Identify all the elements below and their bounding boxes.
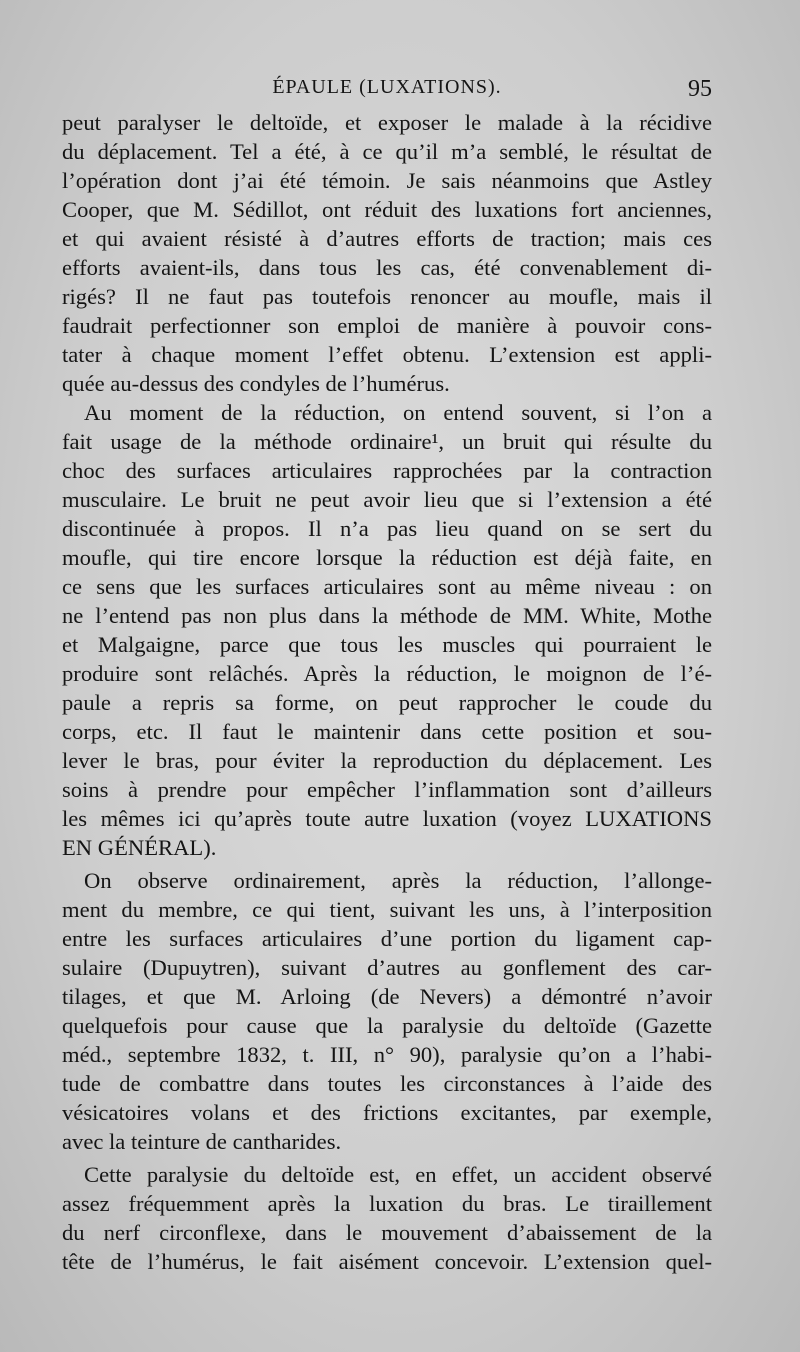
text-line: Cooper, que M. Sédillot, ont réduit des luxations fort anciennes, — [62, 197, 712, 222]
text-line: quelquefois pour cause que la paralysie du deltoïde (Gazette — [62, 1013, 712, 1038]
text-line: assez fréquemment après la luxation du bras. Le tiraillement — [62, 1191, 712, 1216]
text-line: avec la teinture de cantharides. — [62, 1129, 342, 1154]
text-line: musculaire. Le bruit ne peut avoir lieu que si l’extension a été — [62, 487, 712, 512]
text-line: lever le bras, pour éviter la reproduction du déplacement. Les — [62, 748, 712, 773]
text-line: efforts avaient-ils, dans tous les cas, été convenablement di- — [62, 255, 712, 280]
text-line: moufle, qui tire encore lorsque la réduction est déjà faite, en — [62, 545, 712, 570]
text-line: ment du membre, ce qui tient, suivant les uns, à l’interposition — [62, 897, 712, 922]
paragraph-start-line: Cette paralysie du deltoïde est, en effet, un accident observé — [84, 1162, 712, 1187]
text-line: peut paralyser le deltoïde, et exposer le malade à la récidive — [62, 110, 712, 135]
text-line: soins à prendre pour empêcher l’inflammation sont d’ailleurs — [62, 777, 712, 802]
text-line: méd., septembre 1832, t. III, n° 90), paralysie qu’on a l’habi- — [62, 1042, 712, 1067]
text-line: fait usage de la méthode ordinaire¹, un bruit qui résulte du — [62, 429, 712, 454]
text-line: tude de combattre dans toutes les circonstances à l’aide des — [62, 1071, 712, 1096]
text-line: paule a repris sa forme, on peut rapprocher le coude du — [62, 690, 712, 715]
paragraph-start-line: On observe ordinairement, après la réduction, l’allonge- — [84, 868, 712, 893]
page-header — [62, 76, 712, 108]
text-line: l’opération dont j’ai été témoin. Je sais néanmoins que Astley — [62, 168, 712, 193]
text-line: et qui avaient résisté à d’autres efforts de traction; mais ces — [62, 226, 712, 251]
page-number: 95 — [688, 76, 712, 102]
text-line: EN GÉNÉRAL). — [62, 835, 217, 860]
text-line: corps, etc. Il faut le maintenir dans cette position et sou- — [62, 719, 712, 744]
text-line: entre les surfaces articulaires d’une portion du ligament cap- — [62, 926, 712, 951]
text-line: discontinuée à propos. Il n’a pas lieu quand on se sert du — [62, 516, 712, 541]
text-line: vésicatoires volans et des frictions excitantes, par exemple, — [62, 1100, 712, 1125]
text-line: les mêmes ici qu’après toute autre luxation (voyez LUXATIONS — [62, 806, 712, 831]
text-line: tilages, et que M. Arloing (de Nevers) a démontré n’avoir — [62, 984, 712, 1009]
text-line: sulaire (Dupuytren), suivant d’autres au gonflement des car- — [62, 955, 712, 980]
text-line: du déplacement. Tel a été, à ce qu’il m’a semblé, le résultat de — [62, 139, 712, 164]
text-line: et Malgaigne, parce que tous les muscles qui pourraient le — [62, 632, 712, 657]
paragraph-start-line: Au moment de la réduction, on entend souvent, si l’on a — [84, 400, 712, 425]
text-line: tête de l’humérus, le fait aisément concevoir. L’extension quel- — [62, 1249, 712, 1274]
text-line: choc des surfaces articulaires rapprochées par la contraction — [62, 458, 712, 483]
text-line: ne l’entend pas non plus dans la méthode de MM. White, Mothe — [62, 603, 712, 628]
body-text — [62, 108, 712, 1276]
text-line: rigés? Il ne faut pas toutefois renoncer au moufle, mais il — [62, 284, 712, 309]
text-line: tater à chaque moment l’effet obtenu. L’extension est appli- — [62, 342, 712, 367]
text-line: du nerf circonflexe, dans le mouvement d’abaissement de la — [62, 1220, 712, 1245]
text-line: quée au-dessus des condyles de l’humérus. — [62, 371, 450, 396]
text-line: ce sens que les surfaces articulaires sont au même niveau : on — [62, 574, 712, 599]
text-line: produire sont relâchés. Après la réduction, le moignon de l’é- — [62, 661, 712, 686]
running-title: ÉPAULE (LUXATIONS). — [272, 76, 502, 98]
text-line: faudrait perfectionner son emploi de manière à pouvoir cons- — [62, 313, 712, 338]
